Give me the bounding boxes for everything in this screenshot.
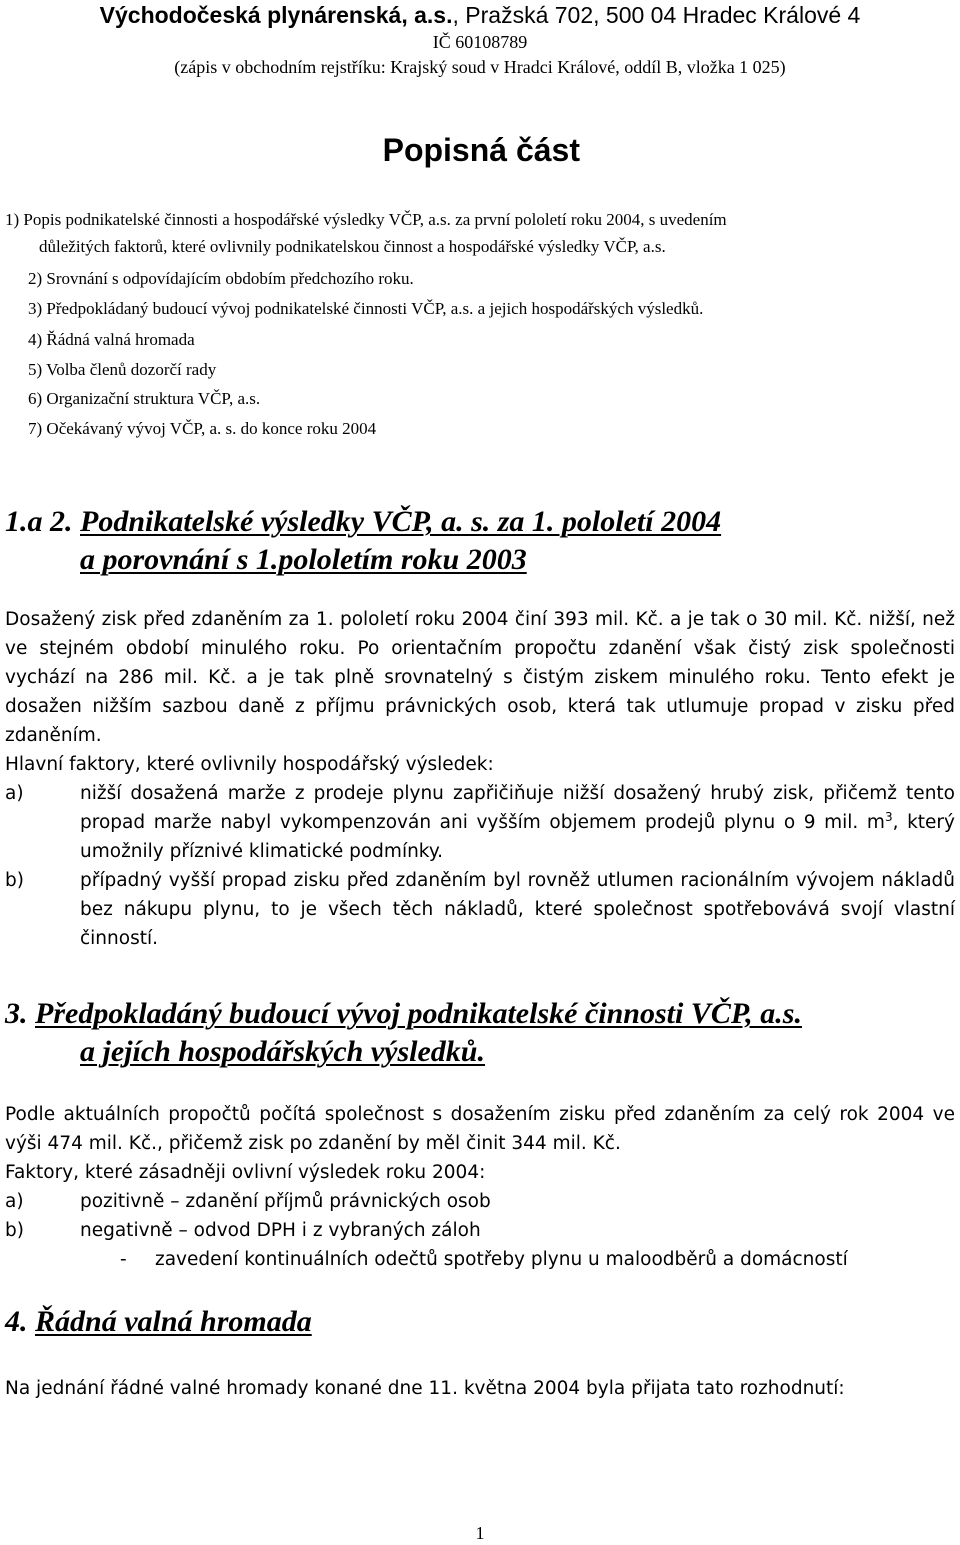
section-3-item-a	[5, 1187, 955, 1216]
toc-item-3: 3) Předpokládaný budoucí vývoj podnikatelské činnosti VČP, a.s. a jejich hospodářských výsledků.	[28, 299, 704, 318]
section-3-heading-line1: Předpokladáný budoucí vývoj podnikatelské činnosti VČP, a.s.	[35, 997, 802, 1030]
section-3-heading-line2: a jejích hospodářských výsledků.	[80, 1035, 485, 1068]
company-header	[0, 2, 960, 28]
section-4-prefix: 4.	[5, 1305, 35, 1338]
section-4-heading	[5, 1305, 312, 1339]
item-a-label: a)	[5, 783, 24, 804]
item-a-text: nižší dosažená marže z prodeje plynu zapřičiňuje nižší dosažený hrubý zisk, přičemž tento propad marže nabyl vykompenzován ani vyšším objemem prodejů plynu o 9 mil. m	[80, 783, 955, 833]
page-number: 1	[475, 1523, 485, 1543]
section-3-body	[5, 1100, 955, 1274]
item-b-label: b)	[5, 870, 24, 891]
section-1-item-b	[5, 866, 955, 953]
item-b-text: případný vyšší propad zisku před zdaněním byl rovněž utlumen racionálním vývojem nákladů bez nákupu plynu, to je všech těch nákladů, které společnost spotřebovává svojí vlastní činností.	[80, 870, 955, 949]
section-4-body	[5, 1374, 955, 1403]
section-4-paragraph: Na jednání řádné valné hromady konané dne 11. května 2004 byla přijata tato rozhodnutí:	[5, 1378, 845, 1399]
item-a-superscript: 3	[884, 809, 893, 824]
toc-item-1: 1) Popis podnikatelské činnosti a hospodářské výsledky VČP, a.s. za první pololetí roku 2004, s uvedením	[5, 210, 727, 229]
toc-item-6: 6) Organizační struktura VČP, a.s.	[28, 389, 261, 408]
company-registry: (zápis v obchodním rejstříku: Krajský soud v Hradci Králové, oddíl B, vložka 1 025)	[174, 57, 786, 77]
section-3-heading-line2-wrap	[80, 1035, 485, 1069]
section-3-item-b	[5, 1216, 955, 1245]
company-ico: IČ 60108789	[432, 32, 528, 52]
s3-dash-text: zavedení kontinuálních odečtů spotřeby plynu u maloodběrů a domácností	[155, 1249, 848, 1270]
s3-item-b-label: b)	[5, 1220, 24, 1241]
section-1-factors-intro: Hlavní faktory, které ovlivnily hospodářský výsledek:	[5, 754, 494, 775]
section-1-heading-line2-wrap	[80, 543, 527, 577]
toc-item-7: 7) Očekávaný vývoj VČP, a. s. do konce roku 2004	[28, 419, 377, 438]
item-a-tail: , který umožnily příznivé klimatické podmínky.	[80, 812, 955, 862]
section-4-heading-text: Řádná valná hromada	[35, 1305, 312, 1338]
section-1-prefix: 1.a 2.	[5, 505, 80, 538]
section-3-prefix: 3.	[5, 997, 35, 1030]
s3-item-a-text: pozitivně – zdanění příjmů právnických osob	[80, 1191, 491, 1212]
toc-item-2: 2) Srovnání s odpovídajícím obdobím předchozího roku.	[28, 269, 414, 288]
section-3-dash-item	[5, 1245, 955, 1274]
section-1-paragraph: Dosažený zisk před zdaněním za 1. pololetí roku 2004 činí 393 mil. Kč. a je tak o 30 mil. Kč. nižší, než ve stejném období minulého roku. Po orientačním propočtu zdanění však čistý zisk společnosti vychází na 286 mil. Kč. a je tak plně srovnatelný s čistým ziskem minulého roku. Tento efekt je dosažen nižším sazbou daně z příjmu právnických osob, která tak utlumuje propad v zisku před zdaněním.	[5, 609, 955, 746]
page-title: Popisná část	[382, 132, 580, 168]
section-1-body	[5, 605, 955, 953]
section-1-heading	[5, 505, 721, 539]
toc-item-5: 5) Volba členů dozorčí rady	[28, 360, 217, 379]
s3-item-b-text: negativně – odvod DPH i z vybraných záloh	[80, 1220, 481, 1241]
section-3-heading	[5, 997, 802, 1031]
section-3-factors-intro: Faktory, které zásadněji ovlivní výsledek roku 2004:	[5, 1162, 486, 1183]
section-1-item-a	[5, 779, 955, 866]
section-1-heading-line2: a porovnání s 1.pololetím roku 2003	[80, 543, 527, 576]
toc-item-1-cont: důležitých faktorů, které ovlivnily podnikatelskou činnost a hospodářské výsledky VČP, a.s.	[39, 237, 666, 256]
s3-dash-label: -	[120, 1249, 127, 1270]
company-address: , Pražská 702, 500 04 Hradec Králové 4	[452, 2, 861, 28]
toc-item-4: 4) Řádná valná hromada	[28, 330, 195, 349]
company-name: Východočeská plynárenská, a.s.	[99, 2, 453, 28]
section-1-heading-line1: Podnikatelské výsledky VČP, a. s. za 1. pololetí 2004	[80, 505, 722, 538]
s3-item-a-label: a)	[5, 1191, 24, 1212]
section-3-paragraph: Podle aktuálních propočtů počítá společnost s dosažením zisku před zdaněním za celý rok 2004 ve výši 474 mil. Kč., přičemž zisk po zdanění by měl činit 344 mil. Kč.	[5, 1104, 955, 1154]
